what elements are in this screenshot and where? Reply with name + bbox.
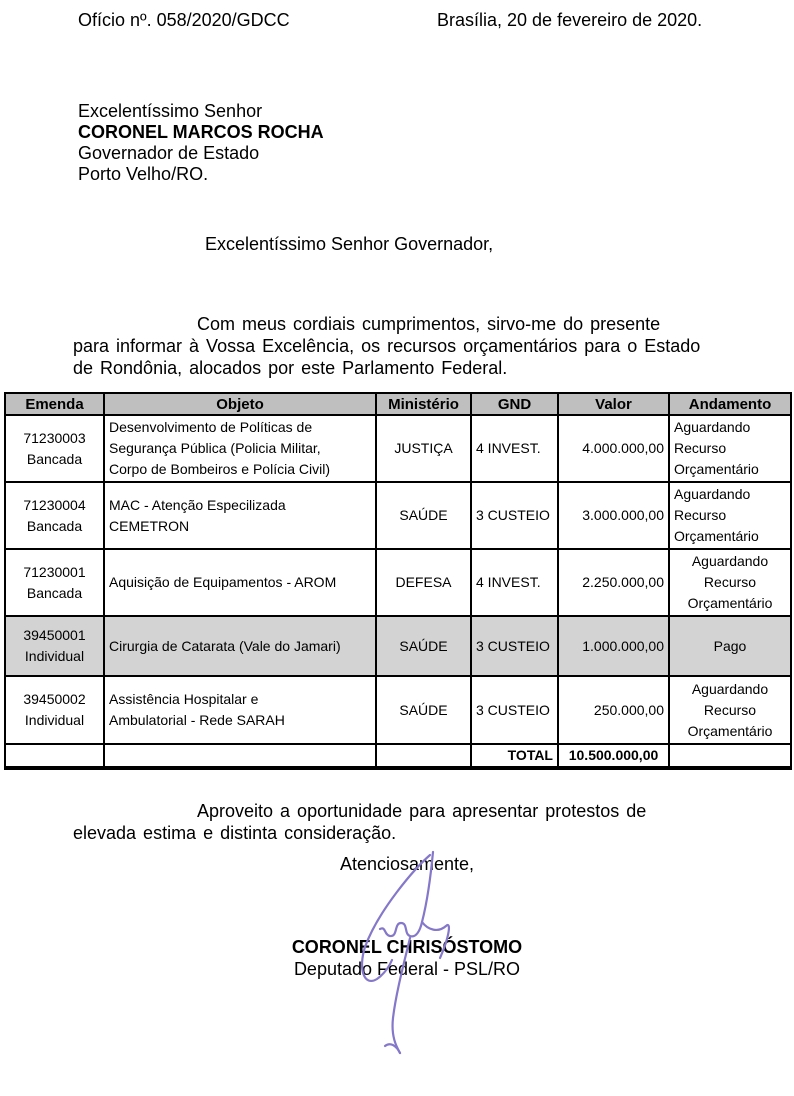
cell-objeto: Cirurgia de Catarata (Vale do Jamari): [104, 616, 376, 676]
cell-empty: [376, 744, 471, 768]
cell-gnd: 3 CUSTEIO: [471, 676, 558, 744]
signer-name: CORONEL CHRISÓSTOMO: [291, 937, 523, 957]
cell-objeto: Desenvolvimento de Políticas de Segurança Pública (Policia Militar, Corpo de Bombeiros e Polícia Civil): [104, 415, 376, 482]
cell-objeto: Assistência Hospitalar e Ambulatorial - Rede SARAH: [104, 676, 376, 744]
cell-ministerio: JUSTIÇA: [376, 415, 471, 482]
cell-valor: 4.000.000,00: [558, 415, 669, 482]
recipient-salutation: Excelentíssimo Senhor: [78, 101, 263, 121]
office-reference: Ofício nº. 058/2020/GDCC: [78, 10, 290, 30]
table-row: [5, 415, 791, 482]
signer-title: Deputado Federal - PSL/RO: [293, 959, 521, 979]
cell-ministerio: SAÚDE: [376, 482, 471, 549]
cell-objeto: Aquisição de Equipamentos - AROM: [104, 549, 376, 616]
budget-amendments-table: [4, 392, 792, 770]
cell-empty: [669, 744, 791, 768]
cell-emenda: 71230004 Bancada: [5, 482, 104, 549]
cell-valor: 2.250.000,00: [558, 549, 669, 616]
cell-andamento: Aguardando Recurso Orçamentário: [669, 549, 791, 616]
cell-valor: 3.000.000,00: [558, 482, 669, 549]
cell-emenda: 39450002 Individual: [5, 676, 104, 744]
cell-emenda: 71230003 Bancada: [5, 415, 104, 482]
cell-gnd: 3 CUSTEIO: [471, 482, 558, 549]
cell-andamento: Pago: [669, 616, 791, 676]
body-paragraph: Com meus cordiais cumprimentos, sirvo-me do presente para informar à Vossa Excelência, os recursos orçamentários para o Estado de Rondônia, alocados por este Parlamento Federal.: [73, 314, 701, 378]
greeting-line: Excelentíssimo Senhor Governador,: [205, 234, 494, 254]
closing-salutation: Atenciosamente,: [339, 854, 475, 874]
cell-emenda: 71230001 Bancada: [5, 549, 104, 616]
table-row: [5, 676, 791, 744]
date-line: Brasília, 20 de fevereiro de 2020.: [437, 10, 703, 30]
recipient-city: Porto Velho/RO.: [78, 164, 209, 184]
cell-andamento: Aguardando Recurso Orçamentário: [669, 415, 791, 482]
cell-gnd: 4 INVEST.: [471, 415, 558, 482]
cell-valor: 250.000,00: [558, 676, 669, 744]
table-row: [5, 549, 791, 616]
recipient-role: Governador de Estado: [78, 143, 260, 163]
table-total-row: [5, 744, 791, 768]
header-andamento: Andamento: [669, 393, 791, 415]
cell-gnd: 4 INVEST.: [471, 549, 558, 616]
header-ministerio: Ministério: [376, 393, 471, 415]
total-value: 10.500.000,00: [558, 744, 669, 768]
cell-ministerio: DEFESA: [376, 549, 471, 616]
table-row-paid: [5, 616, 791, 676]
cell-emenda: 39450001 Individual: [5, 616, 104, 676]
header-gnd: GND: [471, 393, 558, 415]
cell-gnd: 3 CUSTEIO: [471, 616, 558, 676]
cell-ministerio: SAÚDE: [376, 676, 471, 744]
cell-andamento: Aguardando Recurso Orçamentário: [669, 482, 791, 549]
table-row: [5, 482, 791, 549]
recipient-name: CORONEL MARCOS ROCHA: [78, 122, 324, 142]
total-label: TOTAL: [471, 744, 558, 768]
recipient-block: [78, 101, 324, 185]
cell-ministerio: SAÚDE: [376, 616, 471, 676]
cell-valor: 1.000.000,00: [558, 616, 669, 676]
cell-empty: [5, 744, 104, 768]
header-valor: Valor: [558, 393, 669, 415]
closing-paragraph: Aproveito a oportunidade para apresentar protestos de elevada estima e distinta consideração.: [73, 801, 647, 843]
cell-objeto: MAC - Atenção Especilizada CEMETRON: [104, 482, 376, 549]
table-header-row: [5, 393, 791, 415]
header-objeto: Objeto: [104, 393, 376, 415]
cell-andamento: Aguardando Recurso Orçamentário: [669, 676, 791, 744]
header-emenda: Emenda: [5, 393, 104, 415]
cell-empty: [104, 744, 376, 768]
signature-ink: [330, 843, 470, 1063]
